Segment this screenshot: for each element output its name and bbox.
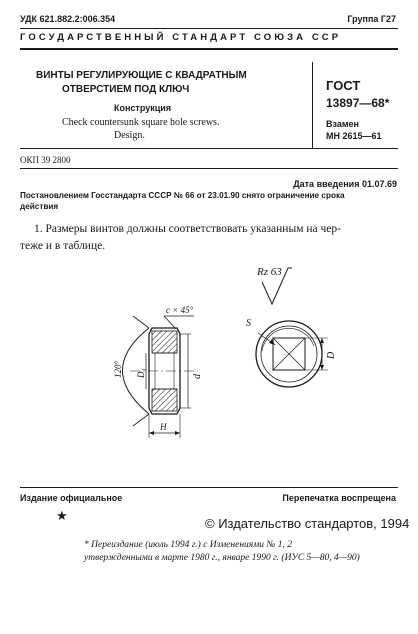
- h-label: H: [160, 422, 167, 432]
- reprint-forbidden: Перепечатка воспрещена: [282, 493, 396, 503]
- gost-number: 13897—68*: [326, 96, 390, 110]
- title-line-1: ВИНТЫ РЕГУЛИРУЮЩИЕ С КВАДРАТНЫМ: [36, 70, 247, 81]
- footnote-line-1: * Переиздание (июль 1994 г.) с Изменениями № 1, 2: [84, 540, 292, 550]
- end-view: [256, 321, 328, 387]
- s-label: S: [246, 318, 251, 329]
- agency-name: ГОСУДАРСТВЕННЫЙ СТАНДАРТ СОЮЗА ССР: [20, 32, 342, 43]
- resolution-line-2: действия: [20, 202, 59, 211]
- okp-code: ОКП 39 2800: [20, 155, 71, 165]
- title-line-2: ОТВЕРСТИЕМ ПОД КЛЮЧ: [62, 84, 190, 95]
- intro-date: Дата введения 01.07.69: [293, 179, 397, 189]
- angle-label: 120°: [113, 360, 123, 378]
- group-code: Группа Г27: [347, 14, 396, 24]
- d1-label: D₁: [136, 368, 146, 378]
- replaces-value: МН 2615—61: [326, 131, 382, 141]
- resolution-line-1: Постановлением Госстандарта СССР № 66 от 23.01.90 снято ограничение срока: [20, 191, 345, 200]
- chamfer-label: c × 45°: [166, 305, 194, 315]
- D-label: D: [326, 351, 337, 359]
- paragraph-1-line-1: 1. Размеры винтов должны соответствовать указанным на чер-: [34, 223, 341, 235]
- roughness-label: Rz 63: [257, 266, 282, 278]
- replaces-label: Взамен: [326, 119, 359, 129]
- title-en-line-2: Design.: [114, 130, 145, 141]
- official-edition: Издание официальное: [20, 493, 123, 503]
- side-view: [123, 316, 199, 438]
- title-en-line-1: Check countersunk square hole screws.: [62, 117, 220, 128]
- gost-label: ГОСТ: [326, 78, 361, 93]
- paragraph-1-line-2: теже и в таблице.: [20, 240, 106, 252]
- footer-rule: [20, 487, 398, 488]
- star-mark: ★: [56, 508, 68, 523]
- d-label: d: [192, 374, 203, 379]
- udk-code: УДК 621.882.2:006.354: [20, 14, 116, 24]
- copyright: © Издательство стандартов, 1994: [205, 516, 410, 531]
- footnote-line-2: утвержденными в марте 1980 г., январе 1990 г. (ИУС 5—80, 4—90): [84, 553, 360, 563]
- title-subtitle: Конструкция: [114, 103, 172, 113]
